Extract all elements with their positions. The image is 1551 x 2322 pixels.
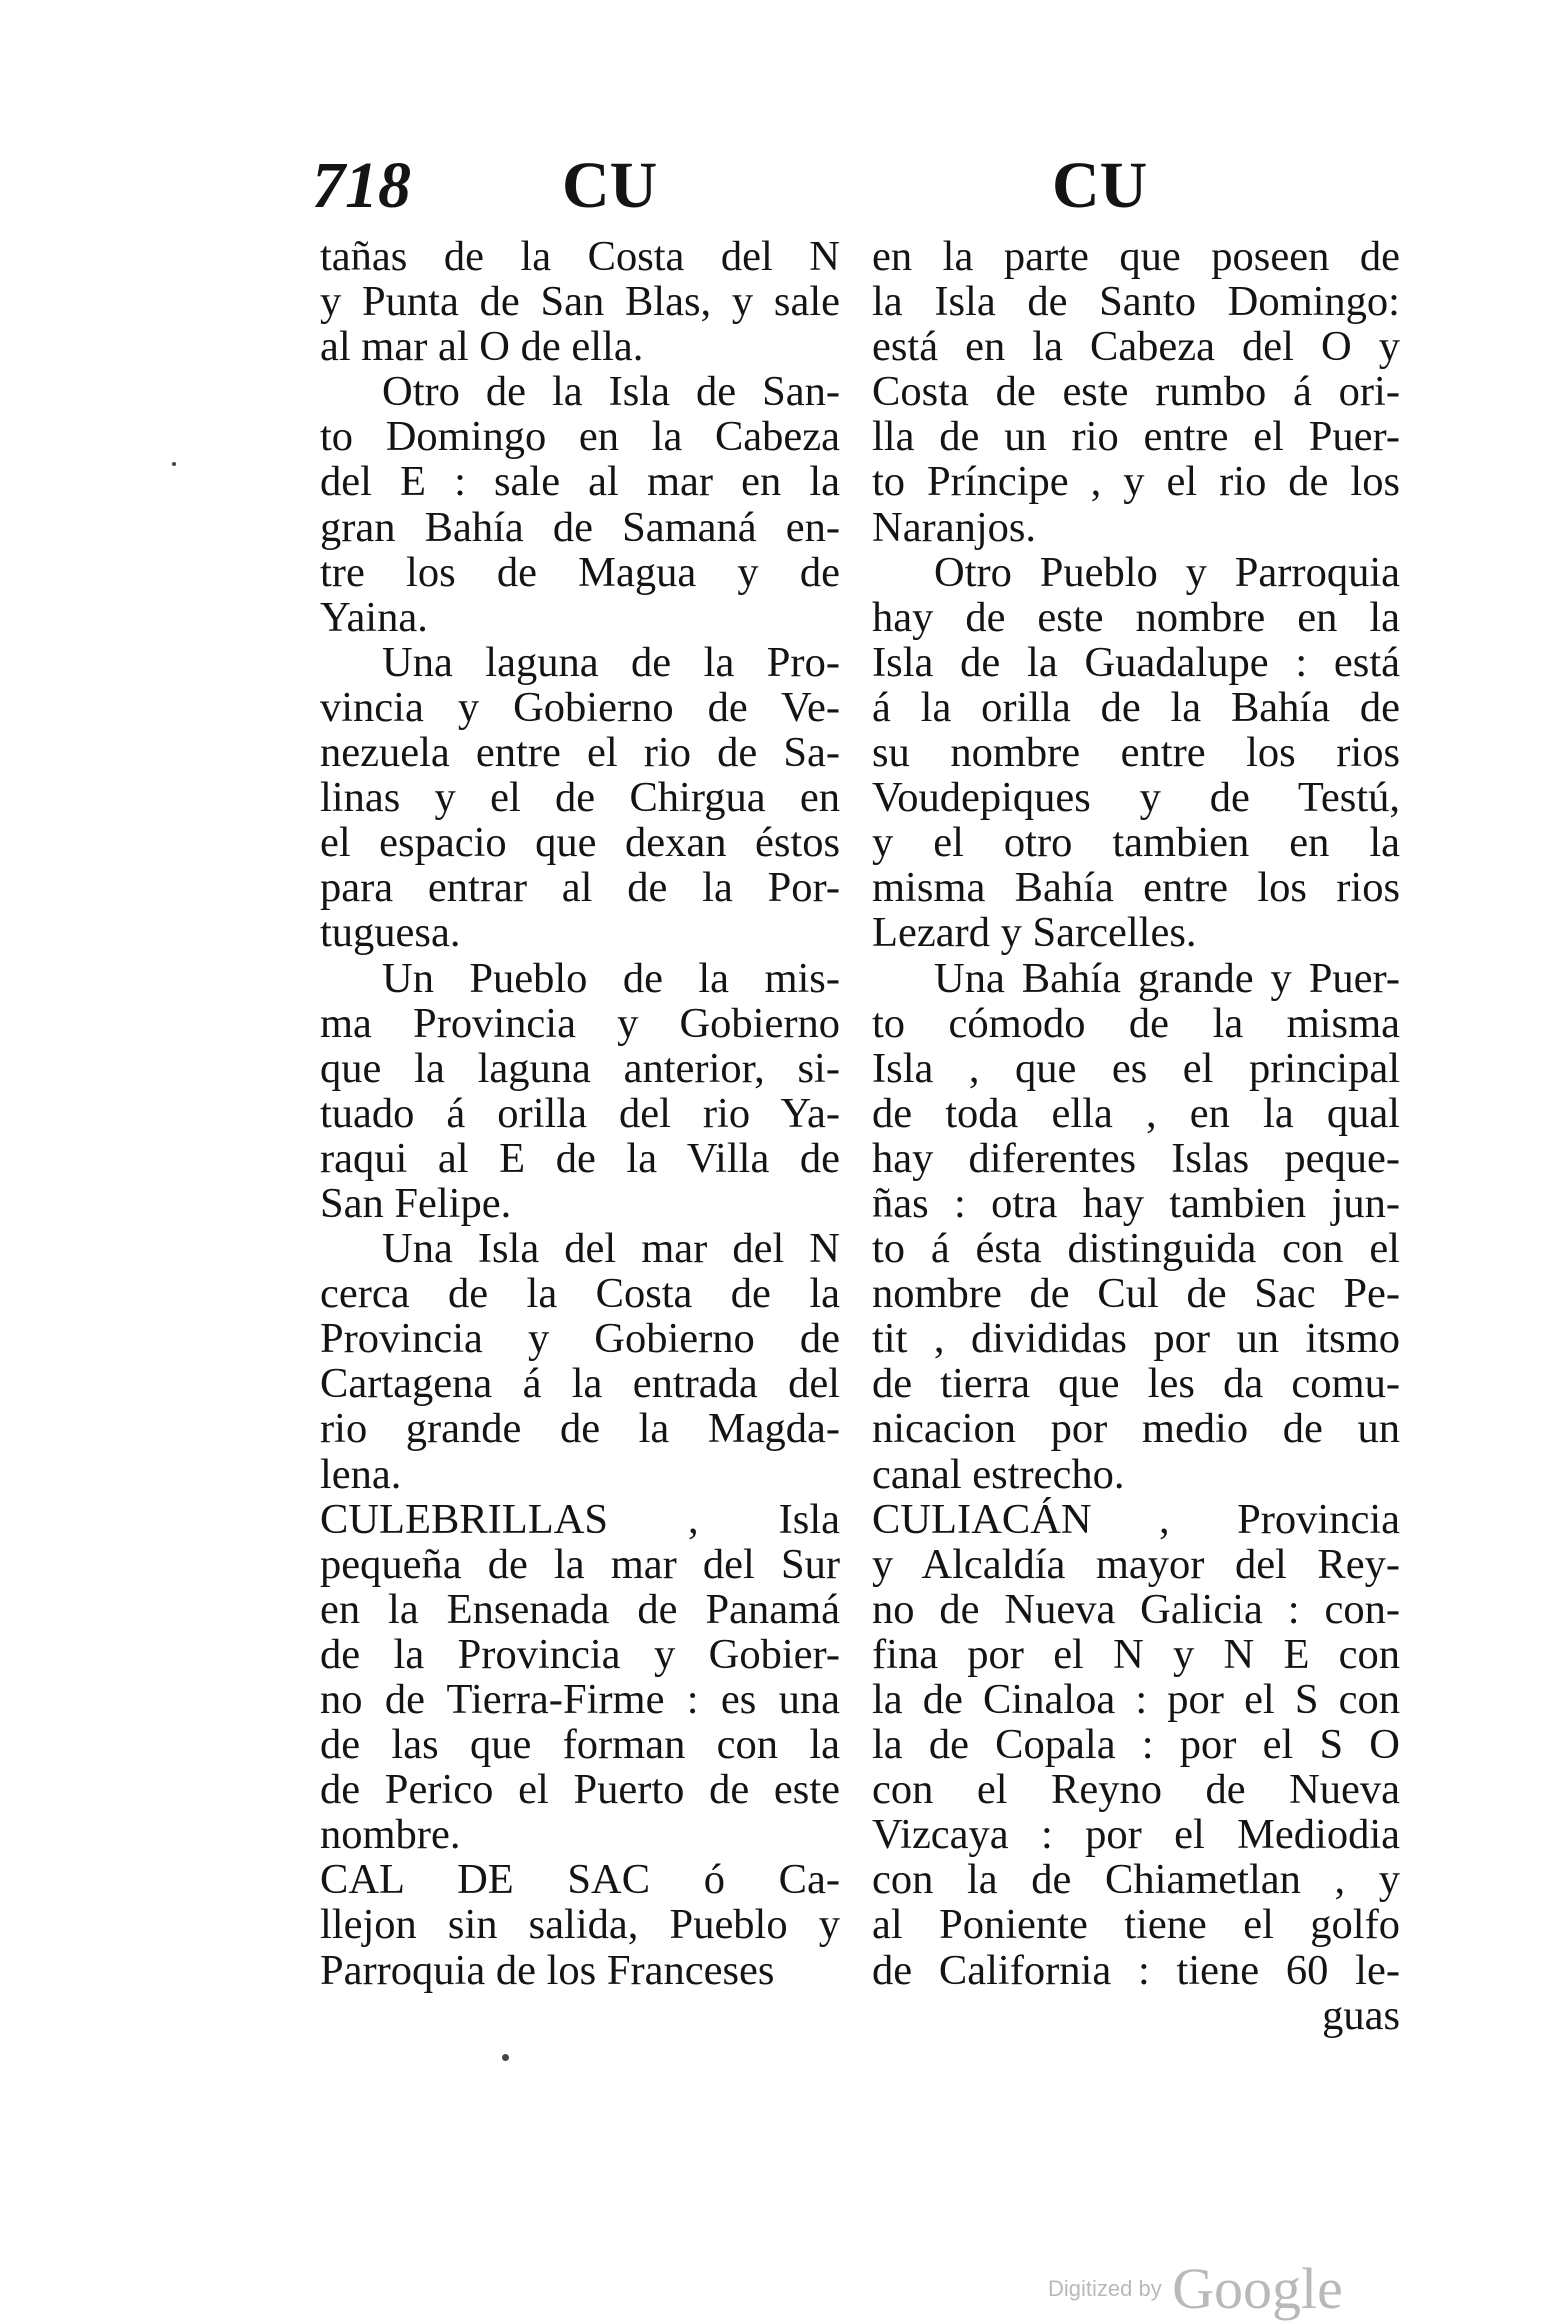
text-line: con la de Chiametlan , y — [872, 1857, 1400, 1903]
text-line: Voudepiques y de Testú, — [872, 775, 1400, 821]
text-line: está en la Cabeza del O y — [872, 324, 1400, 370]
text-line: misma Bahía entre los rios — [872, 865, 1400, 911]
text-line: to á ésta distinguida con el — [872, 1226, 1400, 1272]
text-line: tañas de la Costa del N — [320, 234, 840, 280]
text-line: ma Provincia y Gobierno — [320, 1000, 840, 1046]
text-line: rio grande de la Magda- — [320, 1406, 840, 1452]
text-line: Una laguna de la Pro- — [382, 639, 840, 685]
text-line: no de Nueva Galicia : con- — [872, 1586, 1400, 1632]
text-line: Otro de la Isla de San- — [382, 369, 840, 415]
text-line: en la parte que poseen de — [872, 234, 1400, 280]
page-number: 718 — [312, 149, 411, 222]
text-line: nombre. — [320, 1812, 461, 1858]
text-line: pequeña de la mar del Sur — [320, 1541, 840, 1587]
text-line: to Príncipe , y el rio de los — [872, 459, 1400, 505]
text-line: en la Ensenada de Panamá — [320, 1586, 840, 1632]
text-line: de California : tiene 60 le- — [872, 1947, 1400, 1993]
text-line: al mar al O de ella. — [320, 324, 644, 370]
text-line: de toda ella , en la qual — [872, 1090, 1400, 1136]
header-right-word: CU — [1052, 149, 1148, 222]
text-line: CULEBRILLAS , Isla — [320, 1496, 840, 1542]
text-line: CAL DE SAC ó Ca- — [320, 1857, 840, 1903]
text-line: la de Copala : por el S O — [872, 1722, 1400, 1768]
text-line: su nombre entre los rios — [872, 730, 1400, 776]
text-line: con el Reyno de Nueva — [872, 1767, 1400, 1813]
text-line: fina por el N y N E con — [872, 1631, 1400, 1677]
text-line: tre los de Magua y de — [320, 549, 840, 595]
text-line: Naranjos. — [872, 504, 1037, 550]
text-line: linas y el de Chirgua en — [320, 775, 840, 821]
text-line: de la Provincia y Gobier- — [320, 1631, 840, 1677]
text-line: la Isla de Santo Domingo: — [872, 279, 1400, 325]
text-line: raqui al E de la Villa de — [320, 1135, 840, 1181]
google-logo: Google — [1172, 2256, 1343, 2321]
text-line: Parroquia de los Franceses — [320, 1947, 775, 1993]
text-line: y Punta de San Blas, y sale — [320, 279, 840, 325]
text-line: de Perico el Puerto de este — [320, 1767, 840, 1813]
text-line: canal estrecho. — [872, 1451, 1125, 1497]
running-header — [312, 146, 1352, 226]
header-left-word: CU — [562, 149, 658, 222]
text-line: del E : sale al mar en la — [320, 459, 840, 505]
text-line: de tierra que les da comu- — [872, 1361, 1400, 1407]
text-line: al Poniente tiene el golfo — [872, 1902, 1400, 1948]
text-line: hay diferentes Islas peque- — [872, 1135, 1400, 1181]
text-line: Cartagena á la entrada del — [320, 1361, 840, 1407]
text-line: Isla de la Guadalupe : está — [872, 639, 1400, 685]
text-line: llejon sin salida, Pueblo y — [320, 1902, 840, 1948]
text-line: tuguesa. — [320, 910, 461, 956]
text-line: CULIACÁN , Provincia — [872, 1496, 1400, 1542]
text-line: Lezard y Sarcelles. — [872, 910, 1197, 956]
text-line: Otro Pueblo y Parroquia — [934, 549, 1400, 595]
text-line: Una Bahía grande y Puer- — [934, 955, 1400, 1001]
text-line: Vizcaya : por el Mediodia — [872, 1812, 1400, 1858]
text-line: nicacion por medio de un — [872, 1406, 1400, 1452]
text-line: de las que forman con la — [320, 1722, 840, 1768]
text-line: to cómodo de la misma — [872, 1000, 1400, 1046]
text-line: Una Isla del mar del N — [382, 1226, 840, 1272]
text-line: el espacio que dexan éstos — [320, 820, 840, 866]
text-line: gran Bahía de Samaná en- — [320, 504, 840, 550]
text-line: to Domingo en la Cabeza — [320, 414, 840, 460]
text-line: para entrar al de la Por- — [320, 865, 840, 911]
text-line: lena. — [320, 1451, 402, 1497]
text-line: la de Cinaloa : por el S con — [872, 1677, 1400, 1723]
text-line: guas — [1322, 1992, 1400, 2038]
text-line: ñas : otra hay tambien jun- — [872, 1180, 1400, 1227]
left-column — [320, 234, 840, 1993]
text-line: lla de un rio entre el Puer- — [872, 414, 1400, 460]
text-line: Costa de este rumbo á ori- — [872, 369, 1400, 415]
text-line: á la orilla de la Bahía de — [872, 684, 1400, 731]
text-line: San Felipe. — [320, 1180, 512, 1227]
text-line: que la laguna anterior, si- — [320, 1045, 840, 1091]
text-line: nombre de Cul de Sac Pe- — [872, 1271, 1400, 1317]
text-line: hay de este nombre en la — [872, 594, 1400, 640]
ink-speck — [172, 462, 176, 466]
text-line: no de Tierra-Firme : es una — [320, 1677, 840, 1723]
text-line: Un Pueblo de la mis- — [382, 955, 840, 1001]
digitized-watermark — [1048, 2255, 1343, 2322]
text-line: Provincia y Gobierno de — [320, 1316, 840, 1362]
right-column — [872, 234, 1400, 2038]
text-line: y el otro tambien en la — [872, 820, 1400, 866]
ink-speck — [502, 2054, 509, 2061]
text-line: tit , divididas por un itsmo — [872, 1316, 1400, 1362]
watermark-prefix: Digitized by — [1048, 2275, 1162, 2301]
text-line: y Alcaldía mayor del Rey- — [872, 1541, 1400, 1587]
text-line: nezuela entre el rio de Sa- — [320, 730, 840, 776]
text-line: tuado á orilla del rio Ya- — [320, 1090, 840, 1136]
text-line: Isla , que es el principal — [872, 1045, 1400, 1091]
text-line: cerca de la Costa de la — [320, 1271, 840, 1317]
text-line: vincia y Gobierno de Ve- — [320, 684, 840, 731]
text-line: Yaina. — [320, 594, 428, 640]
